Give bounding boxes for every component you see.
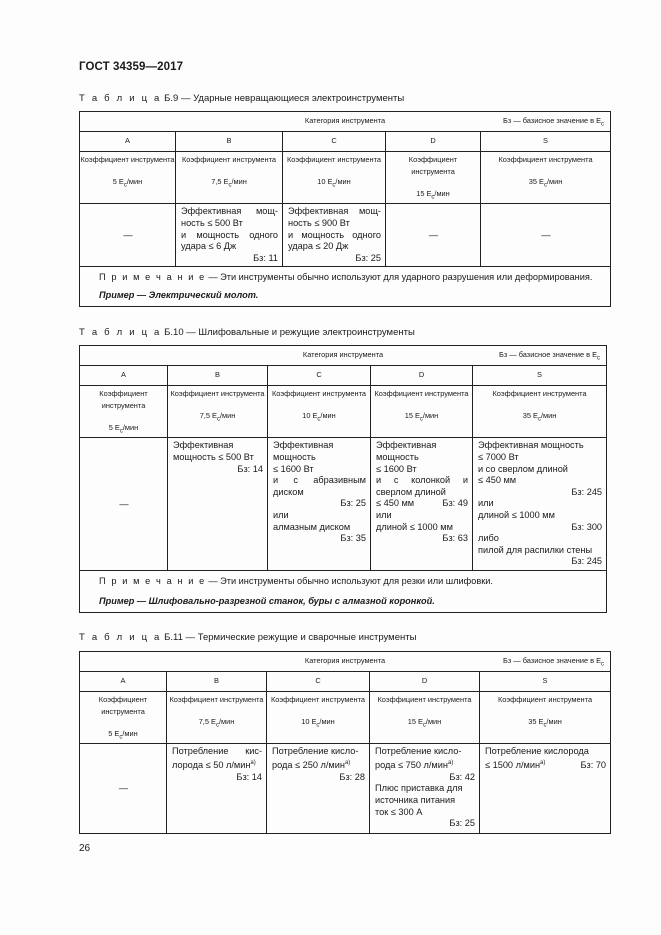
value-cell-a: —: [80, 204, 176, 267]
coef-cell-d: Коэффициент инструмента 15 $E_c$/мин: [371, 386, 473, 438]
coef-cell-a: Коэффициент инструмента 5 $E_c$/мин: [80, 386, 168, 438]
caption-text: Б.9 — Ударные невращающиеся электроинструменты: [161, 93, 405, 104]
category-header: [80, 112, 611, 132]
col-letter-s: S: [480, 672, 611, 692]
value-cell-a: —: [80, 744, 167, 834]
coef-cell-a: Коэффициент инструмента 5 $E_c$/мин: [80, 152, 176, 204]
value-cell-d: —: [386, 204, 481, 267]
col-letter-d: D: [370, 672, 480, 692]
col-letter-c: C: [268, 366, 371, 386]
coef-cell-b: Коэффициент инструмента 7,5 $E_c$/мин: [167, 692, 267, 744]
page-number: 26: [79, 843, 91, 854]
table-b10: [79, 345, 607, 613]
value-cell-b: Потребление кис- лорода ≤ 50 л/мин$^{а)}$ Бз: 14: [167, 744, 267, 834]
coef-cell-c: Коэффициент инструмента 10 $E_c$/мин: [267, 692, 370, 744]
coef-cell-c: Коэффициент инструмента 10 $E_c$/мин: [283, 152, 386, 204]
coef-cell-b: Коэффициент инструмента 7,5 $E_c$/мин: [176, 152, 283, 204]
table-example: Пример — Электрический молот.: [80, 287, 611, 307]
coef-cell-s: Коэффициент инструмента 35 $E_c$/мин: [481, 152, 611, 204]
col-letter-b: B: [176, 132, 283, 152]
value-cell-c: Эффективная мощность ≤ 1600 Вт и с абразивным диском Бз: 25 или алмазным диском Бз: 35: [268, 438, 371, 571]
value-cell-c: Эффективная мощ- ность ≤ 900 Вт и мощность одного удара ≤ 20 Дж Бз: 25: [283, 204, 386, 267]
value-cell-d: Потребление кисло- рода ≤ 750 л/мин$^{а)}$ Бз: 42 Плюс приставка для источника питания ток ≤ 300 А Бз: 25: [370, 744, 480, 834]
value-cell-s: Потребление кислорода ≤ 1500 л/мин$^{а)}$ Бз: 70: [480, 744, 611, 834]
document-header: ГОСТ 34359—2017: [79, 61, 184, 73]
category-header: Категория инструмента Бз — базисное значение в $E_c$: [80, 346, 607, 366]
value-cell-b: Эффективная мощность ≤ 500 Вт Бз: 14: [168, 438, 268, 571]
table-note: П р и м е ч а н и е — Эти инструменты обычно используют для ударного разрушения или деформирования.: [80, 267, 611, 288]
table-b11-caption: Т а б л и ц а Б.11 — Термические режущие и сварочные инструменты: [79, 632, 417, 643]
col-letter-d: D: [371, 366, 473, 386]
category-header: Категория инструмента Бз — базисное значение в $E_c$: [80, 652, 611, 672]
table-b9-caption: [79, 93, 404, 104]
base-value-label: Бз — базисное значение в $E_c$: [498, 350, 601, 362]
col-letter-c: C: [267, 672, 370, 692]
table-b10-caption: Т а б л и ц а Б.10 — Шлифовальные и режущие электроинструменты: [79, 327, 415, 338]
base-value-label: Бз — базисное значение в $E_c$: [502, 656, 605, 668]
table-note: П р и м е ч а н и е — Эти инструменты обычно используют для резки или шлифовки.: [80, 571, 607, 592]
value-cell-a: —: [80, 438, 168, 571]
table-b11: [79, 651, 611, 834]
coef-cell-d: Коэффициент инструмента 15 $E_c$/мин: [370, 692, 480, 744]
table-b9: [79, 111, 611, 307]
coef-cell-s: Коэффициент инструмента 35 $E_c$/мин: [473, 386, 607, 438]
col-letter-b: B: [167, 672, 267, 692]
coef-cell-s: Коэффициент инструмента 35 $E_c$/мин: [480, 692, 611, 744]
col-letter-s: S: [473, 366, 607, 386]
table-example: Пример — Шлифовально-разрезной станок, буры с алмазной коронкой.: [80, 591, 607, 613]
category-label: Категория инструмента: [304, 116, 386, 125]
col-letter-a: A: [80, 366, 168, 386]
col-letter-d: D: [386, 132, 481, 152]
caption-prefix: Т а б л и ц а: [79, 93, 162, 104]
col-letter-c: C: [283, 132, 386, 152]
col-letter-b: B: [168, 366, 268, 386]
coef-cell-b: Коэффициент инструмента 7,5 $E_c$/мин: [168, 386, 268, 438]
value-cell-c: Потребление кисло- рода ≤ 250 л/мин$^{а)}$ Бз: 28: [267, 744, 370, 834]
col-letter-a: A: [80, 672, 167, 692]
value-cell-d: Эффективная мощность ≤ 1600 Вт и с колонкой и сверлом длиной ≤ 450 мм Бз: 49 или длиной ≤ 1000 мм Бз: 63: [371, 438, 473, 571]
coef-cell-c: Коэффициент инструмента 10 $E_c$/мин: [268, 386, 371, 438]
col-letter-s: S: [481, 132, 611, 152]
col-letter-a: A: [80, 132, 176, 152]
coef-cell-a: Коэффициент инструмента 5 $E_c$/мин: [80, 692, 167, 744]
value-cell-s: Эффективная мощность ≤ 7000 Вт и со сверлом длиной ≤ 450 мм Бз: 245 или длиной ≤ 1000 мм Бз: 300 либо пилой для распилки стены Бз: 245: [473, 438, 607, 571]
value-cell-b: Эффективная мощ- ность ≤ 500 Вт и мощность одного удара ≤ 6 Дж Бз: 11: [176, 204, 283, 267]
coef-cell-d: Коэффициент инструмента 15 $E_c$/мин: [386, 152, 481, 204]
base-value-label: Бз — базисное значение в $E_c$: [502, 116, 605, 128]
value-cell-s: —: [481, 204, 611, 267]
